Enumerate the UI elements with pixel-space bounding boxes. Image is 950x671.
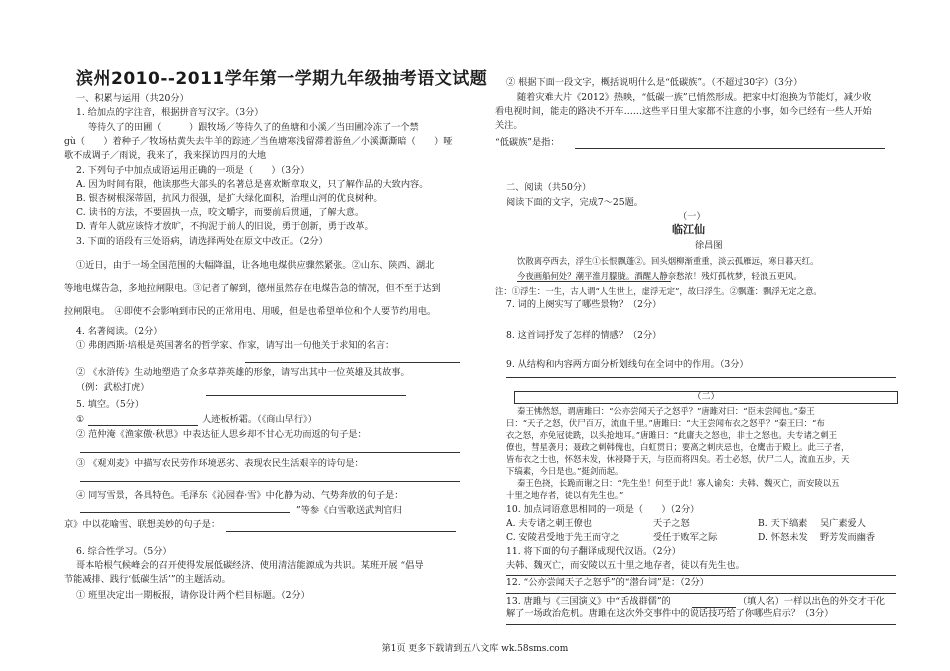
answer-line[interactable] — [506, 377, 896, 378]
answer-line[interactable] — [506, 624, 896, 625]
q2-option-d: D. 青年人就应该恃才放旷，不拘泥于前人的旧说，勇于创新，勇于改革。 — [76, 221, 374, 232]
q6-answer-label: “低碳族”是指： — [495, 137, 560, 148]
q5-item-4-cont: ”等参《白雪歌送武判官归 — [296, 505, 402, 516]
answer-line[interactable] — [206, 395, 406, 396]
answer-line[interactable] — [575, 148, 885, 149]
question-3: 3. 下面的语段有三处语病，请选择两处在原文中改正。（2分） — [76, 236, 328, 247]
underlined-line-mark — [517, 281, 671, 282]
q6-passage-2: 看电视时间，能走的路决不开车……这些平日里大家都不注意的小事，如今已经有一些人开始 — [495, 106, 872, 117]
question-4: 4. 名著阅读。（2分） — [76, 326, 163, 337]
q6-item-2: ② 根据下面一段文字，概括说明什么是“低碳族”。（不超过30字）（3分） — [506, 77, 803, 88]
q1-line-3: 歌不成调子／雨说，我来了，我来探访四月的大地 — [64, 150, 267, 161]
poem-note: 注：①浮生：一生，古人谓“人生世上，虚浮无定”，故曰浮生。②飘蓬：飘浮无定之意。 — [495, 286, 822, 296]
q5-item-1: 人迹板桥霜。（《商山早行》） — [202, 414, 317, 425]
q5-item-4-cont2: 京》中以花喻雪、联想美妙的句子是： — [64, 519, 221, 530]
q1-line-2: gù（ ）着种子／牧场枯黄失去牛羊的踪迹／当鱼塘寒浅留滞着游鱼／小溪澌澌暗（ ）哑 — [64, 136, 453, 147]
poem-line-2: 今夜画船何处？潮平淮月朦胧。酒醒人静奈愁浓！残灯孤枕梦，轻浪五更风。 — [517, 271, 802, 281]
q6-passage-3: 关注。 — [495, 120, 523, 131]
q3-text-1: ①近日，由于一场全国范围的大幅降温，让各地电煤供应骤然紧张。②山东、陕西、湖北 — [76, 260, 435, 271]
q6-passage-1: 随着灾难大片《2012》热映，“低碳一族”已悄然形成。把家中灯泡换为节能灯，减少收 — [517, 92, 872, 103]
section-heading: 一、积累与运用（共20分） — [76, 93, 189, 104]
q10-option-d2: 野芳发而幽香 — [820, 532, 876, 543]
passage-line-7: 秦王色挠，长跪而谢之曰：“先生坐！何至于此！寡人谕矣：夫韩、魏灭亡，而安陵以五 — [517, 478, 840, 488]
passage-line-8: 十里之地存者，徒以有先生也。” — [506, 490, 624, 500]
q4-item-2: ② 《水浒传》生动地塑造了众多草莽英雄的形象，请写出其中一位英雄及其故事。 — [76, 367, 410, 378]
subsection-2: （二） — [514, 391, 898, 404]
question-6: 6. 综合性学习。（5分） — [76, 546, 172, 557]
question-2: 2. 下列句子中加点成语运用正确的一项是（ ）（3分） — [76, 165, 310, 176]
q5-item-4: ④ 同写雪景，各具特色。毛泽东《沁园春·雪》中化静为动、气势奔放的句子是： — [76, 490, 404, 501]
q10-option-b1: B. 天下缟素 — [758, 518, 808, 529]
q11-sentence: 夫韩、魏灭亡，而安陵以五十里之地存者，徒以有先生也。 — [506, 560, 745, 571]
q1-line-1: 等待久了的田圃（ ）跟牧场／等待久了的鱼塘和小溪／当田圃冷冻了一个禁 — [88, 122, 419, 133]
q10-option-c1: C. 安陵君受地于先王而守之 — [506, 532, 620, 543]
section-heading: 二、阅读（共50分） — [506, 182, 592, 193]
answer-line[interactable] — [245, 362, 460, 363]
q10-option-c2: 受任于败军之际 — [653, 532, 718, 543]
poem-line-1: 饮散离亭西去，浮生①长恨飘蓬②。回头烟柳渐重重，淡云孤雁远，寒日暮天红。 — [517, 256, 819, 266]
q5-item-3: ③ 《观刈麦》中描写农民劳作环境恶劣、表现农民生活艰辛的诗句是： — [76, 458, 364, 469]
q4-item-1: ① 弗朗西斯·培根是英国著名的哲学家、作家，请写出一句他关于求知的名言： — [76, 340, 395, 351]
question-8: 8. 这首词抒发了怎样的情感？（2分） — [506, 330, 662, 341]
passage-line-4: 僚也，彗星袭月；聂政之刺韩傀也，白虹贯日；要离之刺庆忌也，仓鹰击于殿上。此三子者， — [506, 442, 850, 452]
q5-item-1-marker: ① — [76, 414, 85, 425]
question-13: 13. 唐雎与《三国演义》中“舌战群儒”的 — [506, 596, 671, 607]
answer-line[interactable] — [226, 531, 456, 532]
reading-instruction: 阅读下面的文字，完成7～25题。 — [506, 197, 643, 208]
q2-option-c: C. 读书的方法，不要固执一点，咬文嚼字，而要前后贯通，了解大意。 — [76, 207, 365, 218]
passage-line-6: 下缟素，今日是也。”挺剑而起。 — [506, 466, 624, 476]
q4-example: （例：武松打虎） — [76, 382, 150, 393]
passage-line-2: 曰：“天子之怒，伏尸百万，流血千里。”唐雎曰：“大王尝闻布衣之怒乎？”秦王曰：“布 — [506, 418, 825, 428]
passage-line-1: 秦王怫然怒，谓唐雎曰：“公亦尝闻天子之怒乎？”唐雎对曰：“臣未尝闻也。”秦王 — [517, 406, 815, 416]
page-title: 滨州2010--2011学年第一学期九年级抽考语文试题 — [76, 69, 488, 89]
q10-option-a2: 天子之怒 — [653, 518, 690, 529]
answer-line[interactable] — [80, 452, 460, 453]
question-11: 11. 将下面的句子翻译成现代汉语。（2分） — [506, 546, 681, 557]
q2-option-a: A. 因为时间有限，他读那些大部头的名著总是喜欢断章取义，只了解作品的大致内容。 — [76, 179, 429, 190]
page-footer: 第1页 更多下载请到五八文库 wk.58sms.com — [381, 644, 569, 654]
passage-line-3: 衣之怒，亦免冠徒跣，以头抢地耳。”唐雎曰：“此庸夫之怒也，非士之怒也。夫专诸之刺王 — [506, 430, 837, 440]
passage-line-5: 皆布衣之士也，怀怒未发，休祲降于天，与臣而将四矣。若士必怒，伏尸二人，流血五步，天 — [506, 454, 850, 464]
q3-text-3: 拉闸限电。 ④即使不会影响到市民的正常用电、用暖，但是也希望单位和个人要节约用电。 — [64, 306, 437, 317]
question-13-cont: （填人名）一样以出色的外交才干化 — [738, 596, 885, 607]
q10-option-a1: A. 夫专诸之刺王僚也 — [506, 518, 592, 529]
question-12: 12. “公亦尝闻天子之怒乎”的“潜台词”是：（2分） — [506, 577, 709, 588]
q6-text-1: 哥本哈根气候峰会的召开使得发展低碳经济、使用清洁能源成为共识。某班开展 “倡导 — [76, 560, 424, 571]
question-13-line2: 解了一场政治危机。唐雎在这次外交事件中的说话技巧给了你哪些启示？（3分） — [506, 608, 834, 619]
answer-line[interactable] — [80, 512, 290, 513]
question-9: 9. 从结构和内容两方面分析划线句在全词中的作用。（3分） — [506, 359, 749, 370]
answer-line[interactable] — [88, 425, 198, 426]
question-1: 1. 给加点的字注音，根据拼音写汉字。（3分） — [76, 107, 264, 118]
question-5: 5. 填空。（5分） — [76, 399, 145, 410]
poem-title: 临江仙 — [672, 223, 705, 236]
poem-author: 徐昌图 — [695, 240, 723, 251]
q10-option-b2: 吴广素爱人 — [820, 518, 866, 529]
q5-item-2: ② 范仲淹《渔家傲·秋思》中表达征人思乡却不甘心无功而返的句子是： — [76, 429, 367, 440]
answer-line[interactable] — [80, 481, 460, 482]
q2-option-b: B. 银杏树根深蒂固，抗风力很强，是扩大绿化面积，治理山河的优良树种。 — [76, 193, 383, 204]
q6-item-1: ① 班里决定出一期板报，请你设计两个栏目标题。（2分） — [76, 590, 310, 601]
q3-text-2: 等地电煤告急，多地拉闸限电。③记者了解到，德州虽然存在电煤告急的情况，但不至于达到 — [64, 283, 441, 294]
subsection-1: （一） — [678, 211, 706, 222]
q10-option-d1: D. 怀怒未发 — [758, 532, 808, 543]
q6-text-2: 节能减排、践行‘低碳生活’”的主题活动。 — [64, 574, 231, 585]
answer-line[interactable] — [506, 575, 896, 576]
question-10: 10. 加点词语意思相同的一项是（ ）（2分） — [506, 504, 700, 515]
question-7: 7. 词的上阕实写了哪些景物？（2分） — [506, 299, 662, 310]
answer-line[interactable] — [506, 593, 896, 594]
